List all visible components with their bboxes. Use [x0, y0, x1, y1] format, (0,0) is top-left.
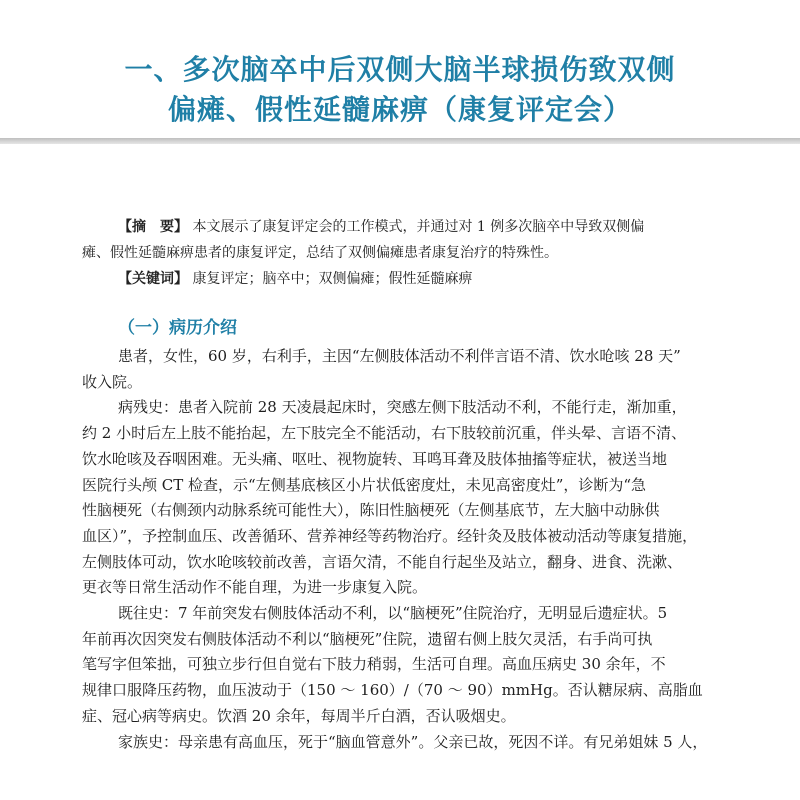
body-line: 饮水呛咳及吞咽困难。无头痛、呕吐、视物旋转、耳鸣耳聋及肢体抽搐等症状，被送当地	[82, 449, 668, 468]
body-line: 左侧肢体可动，饮水呛咳较前改善，言语欠清，不能自行起坐及站立，翻身、进食、洗漱、	[82, 552, 683, 571]
body-line: 症、冠心病等病史。饮酒 20 余年，每周半斤白酒，否认吸烟史。	[82, 706, 516, 725]
body-line: 家族史：母亲患有高血压，死于“脑血管意外”。父亲已故，死因不详。有兄弟姐妹 5 人，	[118, 732, 708, 751]
body-line: 医院行头颅 CT 检查，示“左侧基底核区小片状低密度灶，未见高密度灶”，诊断为“急	[82, 475, 647, 494]
keywords-label: 【关键词】	[118, 271, 188, 287]
body-line: 收入院。	[82, 372, 143, 391]
abstract-line-1	[82, 214, 722, 240]
body-line: 更衣等日常生活动作不能自理，为进一步康复入院。	[82, 578, 428, 597]
body-line: 约 2 小时后左上肢不能抬起，左下肢完全不能活动，右下肢较前沉重，伴头晕、言语不清、	[82, 424, 687, 443]
header-divider	[0, 138, 800, 144]
body-line: 既往史：7 年前突发右侧肢体活动不利，以“脑梗死”住院治疗，无明显后遗症状。5	[118, 604, 668, 623]
abstract-line-2	[82, 240, 722, 266]
keywords-line	[82, 266, 722, 292]
abstract-label: 【摘 要】	[118, 219, 188, 235]
body-line: 笔写字但笨拙，可独立步行但自觉右下肢力稍弱，生活可自理。高血压病史 30 余年，不	[82, 655, 666, 674]
body-line: 病残史：患者入院前 28 天凌晨起床时，突感左侧下肢活动不利，不能行走，渐加重，	[118, 398, 687, 417]
body-line: 性脑梗死（右侧颈内动脉系统可能性大），陈旧性脑梗死（左侧基底节，左大脑中动脉供	[82, 501, 660, 520]
abstract-text-2: 瘫、假性延髓麻痹患者的康复评定，总结了双侧偏瘫患者康复治疗的特殊性。	[82, 245, 558, 261]
body-line: 年前再次因突发右侧肢体活动不利以“脑梗死”住院，遗留右侧上肢欠灵活，右手尚可执	[82, 629, 653, 648]
title-banner	[0, 0, 800, 140]
abstract-text-1: 本文展示了康复评定会的工作模式，并通过对 1 例多次脑卒中导致双侧偏	[192, 219, 645, 235]
body-line: 患者，女性，60 岁，右利手，主因“左侧肢体活动不利伴言语不清、饮水呛咳 28 天”	[118, 347, 681, 365]
abstract-block	[82, 214, 722, 292]
case-history-body	[82, 344, 732, 755]
chapter-title-line-1: 一、多次脑卒中后双侧大脑半球损伤致双侧	[124, 53, 676, 86]
body-line: 血区）”，予控制血压、改善循环、营养神经等药物治疗。经针灸及肢体被动活动等康复措施，	[82, 526, 698, 545]
chapter-title-line-2: 偏瘫、假性延髓麻痹（康复评定会）	[167, 93, 632, 126]
section-heading: （一）病历介绍	[118, 318, 237, 338]
keywords-text: 康复评定；脑卒中；双侧偏瘫；假性延髓麻痹	[192, 271, 473, 287]
body-line: 规律口服降压药物，血压波动于（150 ～ 160）/（70 ～ 90）mmHg。否认糖尿病、高脂血	[82, 681, 703, 700]
